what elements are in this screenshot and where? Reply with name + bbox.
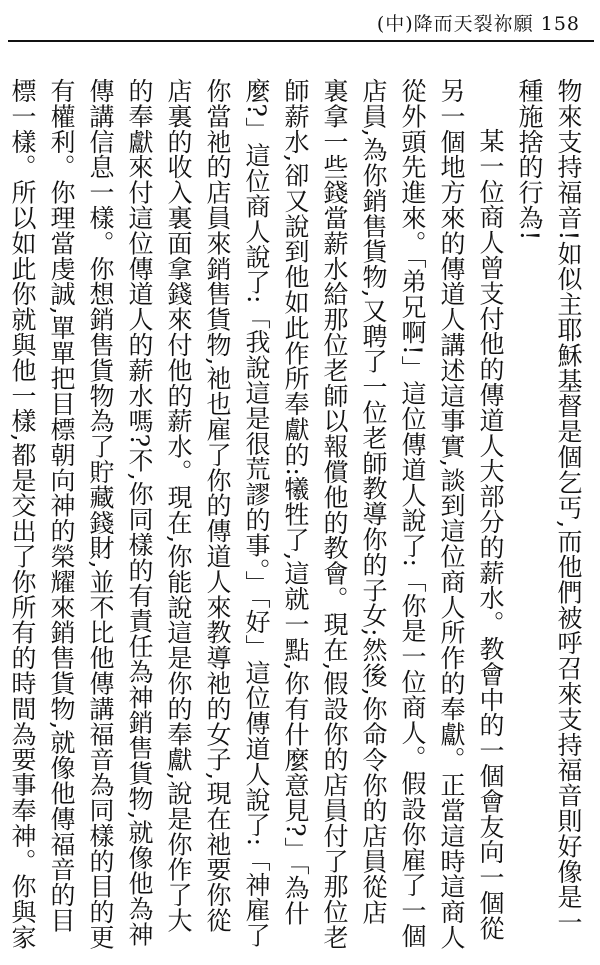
vertical-body-text [8, 78, 588, 950]
header-title-page-number: (中)降而天裂祢願 158 [376, 13, 580, 35]
paragraph-continued: 物來支持福音!如似主耶穌基督是個乞丐,而他們被呼召來支持福音則好像是一種施捨的行為! [515, 78, 583, 935]
paragraph: 某一位商人曾支付他的傳道人大部分的薪水。教會中的一個會友向一個從另一個地方來的傳道人講述這事實,談到這位商人所作的奉獻。正當這時這商人從外頭先進來。「弟兄啊!」這位傳道人說了:「你是一位商人。假設你雇了一個店員,為你銷售貨物,又聘了一位老師教導你的子女;然後,你命令你的店員從店裏拿一些錢當薪水給那位老師以報償他的教會。現在,假設你的店員付了那位老師薪水,卻又說到他如此作所奉獻的:犧牲了,這就一點,你有什麼意見?」「為什麼?」這位商人說了:「我說這是很荒謬的事。」「好」這位傳道人說了:「神雇了你當祂的店員來銷售貨物,祂也雇了你的傳道人來教導祂的女子,現在祂要你從店裏的收入裏面拿錢來付他的薪水。現在,你能說這是你的奉獻,說是你作了大的奉獻來付這位傳道人的薪水嗎?不,你同樣的有責任為神銷售貨物,就像他為神傳講信息一樣。你想銷售貨物為了貯藏錢財,並不比他傳講福音為同樣的目的更有權利。你理當虔誠,單單把目標朝向神的榮耀來銷售貨物,就像他傳福音的目標一樣。所以如此你就與他一樣,都是交出了你所有的時間為要事奉神。你與家 [8, 78, 505, 950]
running-header [0, 0, 600, 44]
header-rule [8, 40, 594, 42]
